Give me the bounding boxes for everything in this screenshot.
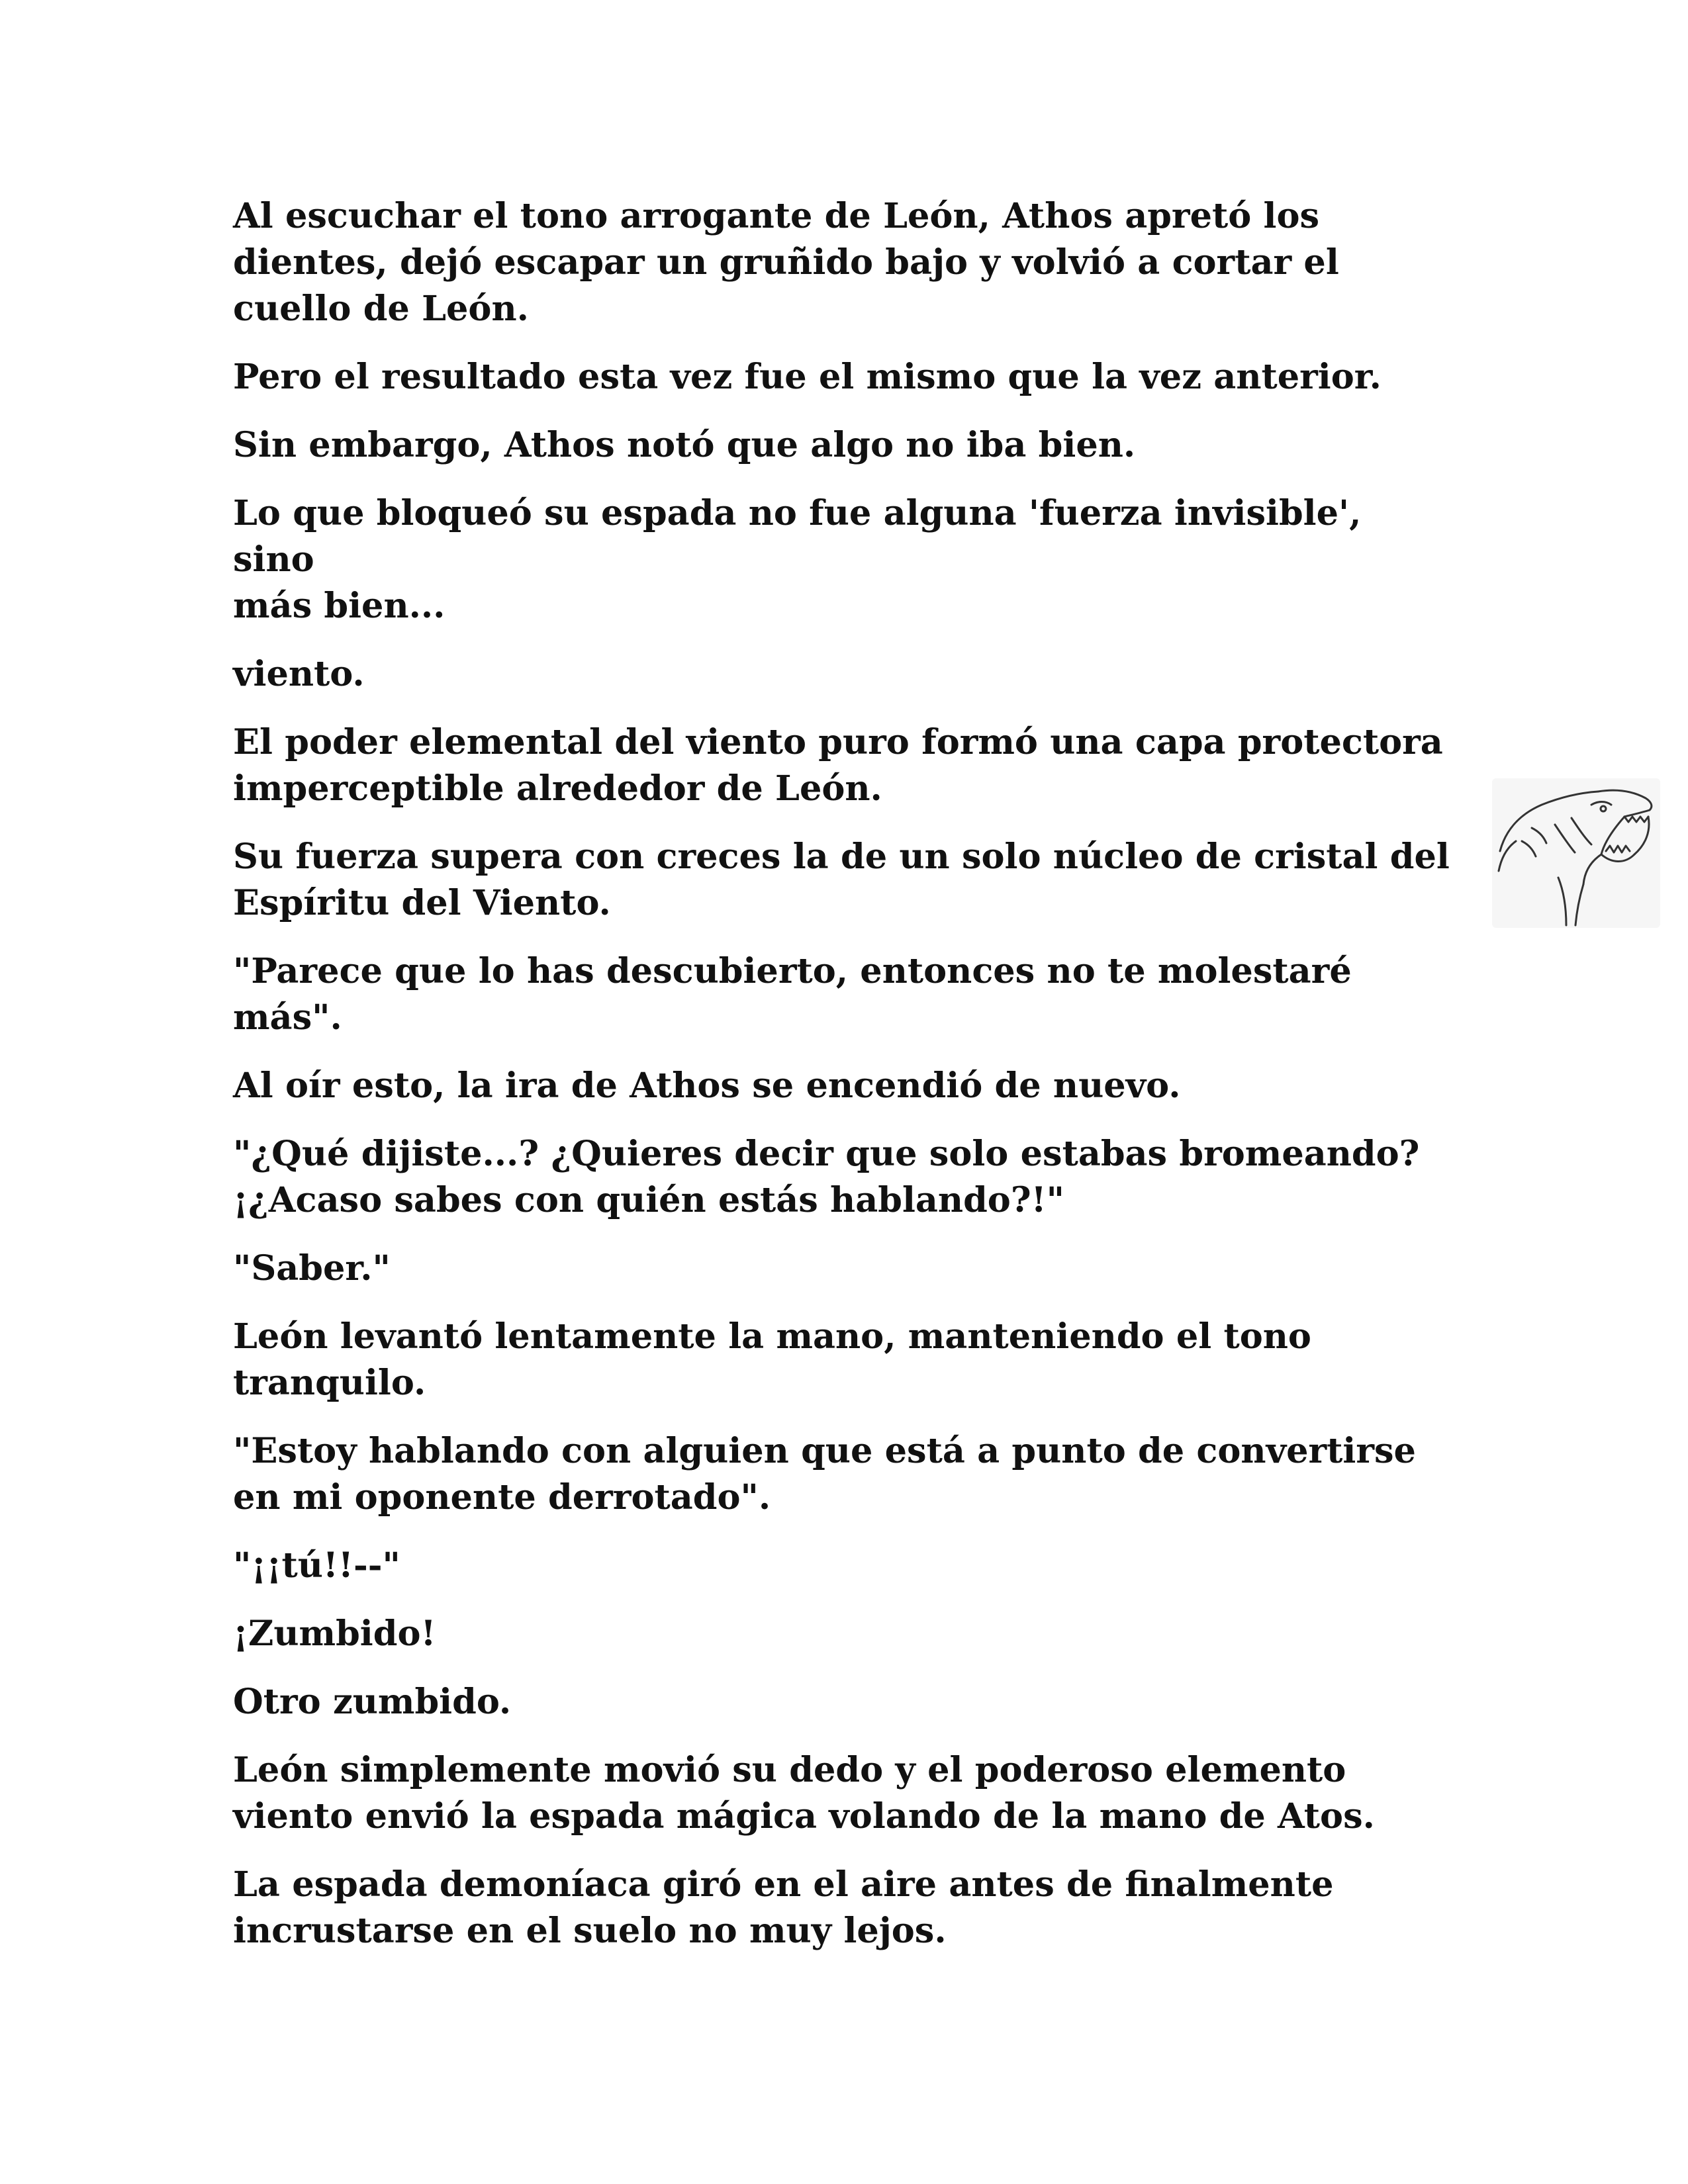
paragraph: ¡Zumbido!: [233, 1614, 436, 1654]
paragraph: León levantó lentamente la mano, manteniendo el tono tranquilo.: [233, 1316, 1311, 1403]
paragraph: "Saber.": [233, 1248, 391, 1289]
dinosaur-sketch-icon: [1492, 778, 1660, 928]
paragraph: El poder elemental del viento puro formó una capa protectora imperceptible alrededor de León.: [233, 722, 1443, 809]
paragraph: Su fuerza supera con creces la de un solo núcleo de cristal del Espíritu del Viento.: [233, 837, 1450, 923]
paragraph: León simplemente movió su dedo y el poderoso elemento viento envió la espada mágica volando de la mano de Atos.: [233, 1750, 1375, 1837]
paragraph: "Estoy hablando con alguien que está a punto de convertirse en mi oponente derrotado".: [233, 1431, 1416, 1518]
paragraph: "¿Qué dijiste...? ¿Quieres decir que solo estabas bromeando? ¡¿Acaso sabes con quién estás hablando?!": [233, 1134, 1420, 1220]
paragraph: viento.: [233, 654, 365, 694]
paragraph: "Parece que lo has descubierto, entonces no te molestaré más".: [233, 951, 1364, 1038]
paragraph: La espada demoníaca giró en el aire antes de finalmente incrustarse en el suelo no muy lejos.: [233, 1864, 1334, 1951]
paragraph: Otro zumbido.: [233, 1682, 512, 1722]
paragraph: Al oír esto, la ira de Athos se encendió de nuevo.: [233, 1066, 1181, 1106]
paragraph: Lo que bloqueó su espada no fue alguna 'fuerza invisible', sino más bien...: [233, 493, 1362, 626]
paragraph: Pero el resultado esta vez fue el mismo que la vez anterior.: [233, 357, 1382, 397]
paragraph: "¡¡tú!!--": [233, 1545, 400, 1586]
paragraph: Al escuchar el tono arrogante de León, Athos apretó los dientes, dejó escapar un gruñido bajo y volvió a cortar el cuello de León.: [233, 196, 1339, 329]
story-text: [233, 193, 1451, 1976]
paragraph: Sin embargo, Athos notó que algo no iba bien.: [233, 425, 1136, 465]
